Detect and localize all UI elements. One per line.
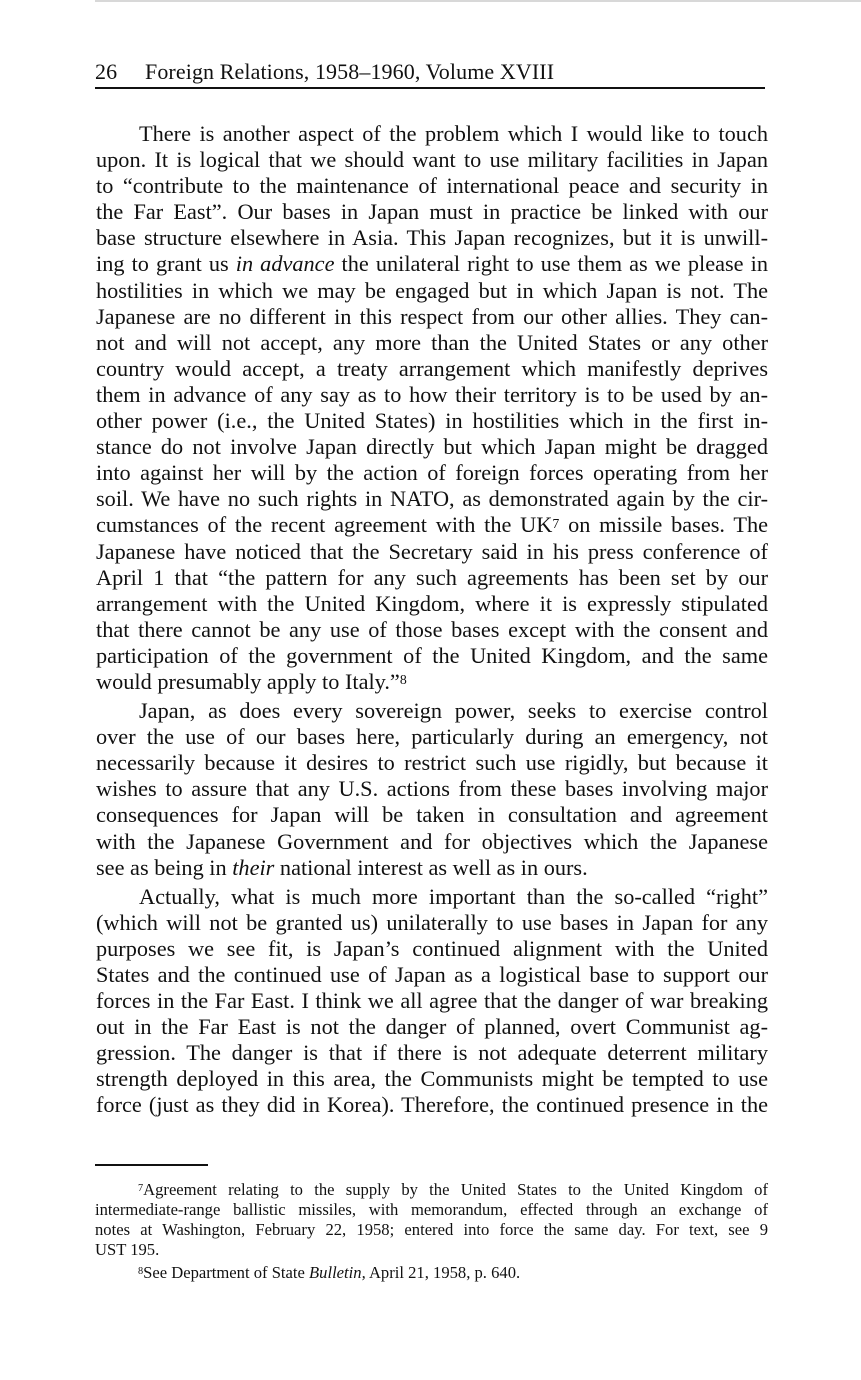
text-line: stance do not involve Japan directly but which Japan might be dragged	[96, 434, 768, 460]
text-line: consequences for Japan will be taken in consultation and agreement	[96, 802, 768, 828]
text-line: would presumably apply to Italy.”$^8$	[96, 668, 407, 694]
text-line: into against her will by the action of foreign forces operating from her	[96, 460, 768, 486]
main-text	[96, 121, 768, 1119]
page-number: 26	[95, 59, 118, 84]
text-line: Actually, what is much more important than the so-called “right”	[139, 883, 768, 909]
text-line: force (just as they did in Korea). Therefore, the continued presence in the	[96, 1092, 768, 1118]
text-line: hostilities in which we may be engaged but in which Japan is not. The	[96, 277, 768, 303]
footnote-line: intermediate-range ballistic missiles, with memorandum, effected through an exchange of	[95, 1199, 768, 1219]
text-line: base structure elsewhere in Asia. This Japan recognizes, but it is unwill-	[96, 225, 768, 251]
text-line: out in the Far East is not the danger of planned, overt Communist ag-	[96, 1014, 768, 1040]
footnote-line: notes at Washington, February 22, 1958; entered into force the same day. For text, see 9	[95, 1219, 768, 1239]
text-line: April 1 that “the pattern for any such agreements has been set by our	[96, 564, 768, 590]
footnotes	[95, 1180, 768, 1282]
text-line: cumstances of the recent agreement with the $UK^7$ on missile bases. The	[96, 512, 768, 538]
footnote-rule	[95, 1164, 208, 1166]
volume-title: Foreign Relations, 1958–1960, Volume XVIII	[145, 59, 555, 84]
footnote-marker: 7	[138, 1183, 144, 1195]
text-line: forces in the Far East. I think we all agree that the danger of war breaking	[96, 988, 768, 1014]
text-line: not and will not accept, any more than the United States or any other	[96, 329, 768, 355]
text-line: see as being in their national interest as well as in ours.	[96, 854, 588, 880]
text-line: purposes we see fit, is Japan’s continued alignment with the United	[96, 935, 768, 961]
text-line: (which will not be granted us) unilaterally to use bases in Japan for any	[96, 909, 768, 935]
text-line: strength deployed in this area, the Communists might be tempted to use	[96, 1066, 768, 1092]
footnote-marker: 7	[552, 515, 560, 531]
text-line: gression. The danger is that if there is not adequate deterrent military	[96, 1040, 768, 1066]
running-header	[95, 59, 765, 89]
footnote-line: $^7$Agreement relating to the supply by the United States to the United Kingdom of	[138, 1180, 768, 1199]
footnote-marker: 8	[138, 1265, 144, 1277]
footnote-marker: 8	[399, 672, 407, 688]
text-line: participation of the government of the United Kingdom, and the same	[96, 642, 768, 668]
text-line: There is another aspect of the problem which I would like to touch	[139, 121, 768, 146]
footnote-line: $^8$See Department of State Bulletin, April 21, 1958, p. 640.	[138, 1262, 521, 1282]
text-line: wishes to assure that any U.S. actions from these bases involving major	[96, 776, 768, 802]
text-line: other power (i.e., the United States) in hostilities which in the first in-	[96, 408, 768, 434]
italic-text: Bulletin,	[309, 1262, 366, 1282]
text-line: upon. It is logical that we should want to use military facilities in Japan	[96, 147, 768, 173]
text-line: the Far East”. Our bases in Japan must in practice be linked with our	[96, 199, 768, 225]
text-line: necessarily because it desires to restrict such use rigidly, but because it	[96, 750, 768, 776]
text-line: over the use of our bases here, particularly during an emergency, not	[96, 724, 768, 750]
text-line: ing to grant us in advance the unilateral right to use them as we please in	[96, 251, 768, 277]
italic-text: in advance	[235, 251, 335, 277]
text-line: with the Japanese Government and for objectives which the Japanese	[96, 828, 768, 854]
text-line: Japan, as does every sovereign power, seeks to exercise control	[139, 698, 768, 724]
text-line: arrangement with the United Kingdom, where it is expressly stipulated	[96, 590, 768, 616]
text-line: soil. We have no such rights in NATO, as demonstrated again by the cir-	[96, 486, 768, 512]
text-line: to “contribute to the maintenance of international peace and security in	[96, 173, 768, 199]
text-line: Japanese are no different in this respect from our other allies. They can-	[96, 303, 768, 329]
header-rule	[95, 87, 765, 89]
text-line: country would accept, a treaty arrangement which manifestly deprives	[96, 355, 768, 381]
text-line: Japanese have noticed that the Secretary said in his press conference of	[96, 538, 768, 564]
text-line: that there cannot be any use of those bases except with the consent and	[96, 616, 768, 642]
footnote-line: UST 195.	[95, 1239, 160, 1259]
italic-text: their	[232, 854, 275, 880]
text-line: States and the continued use of Japan as a logistical base to support our	[96, 962, 768, 987]
page-top-edge	[95, 0, 861, 2]
text-line: them in advance of any say as to how their territory is to be used by an-	[96, 381, 768, 407]
